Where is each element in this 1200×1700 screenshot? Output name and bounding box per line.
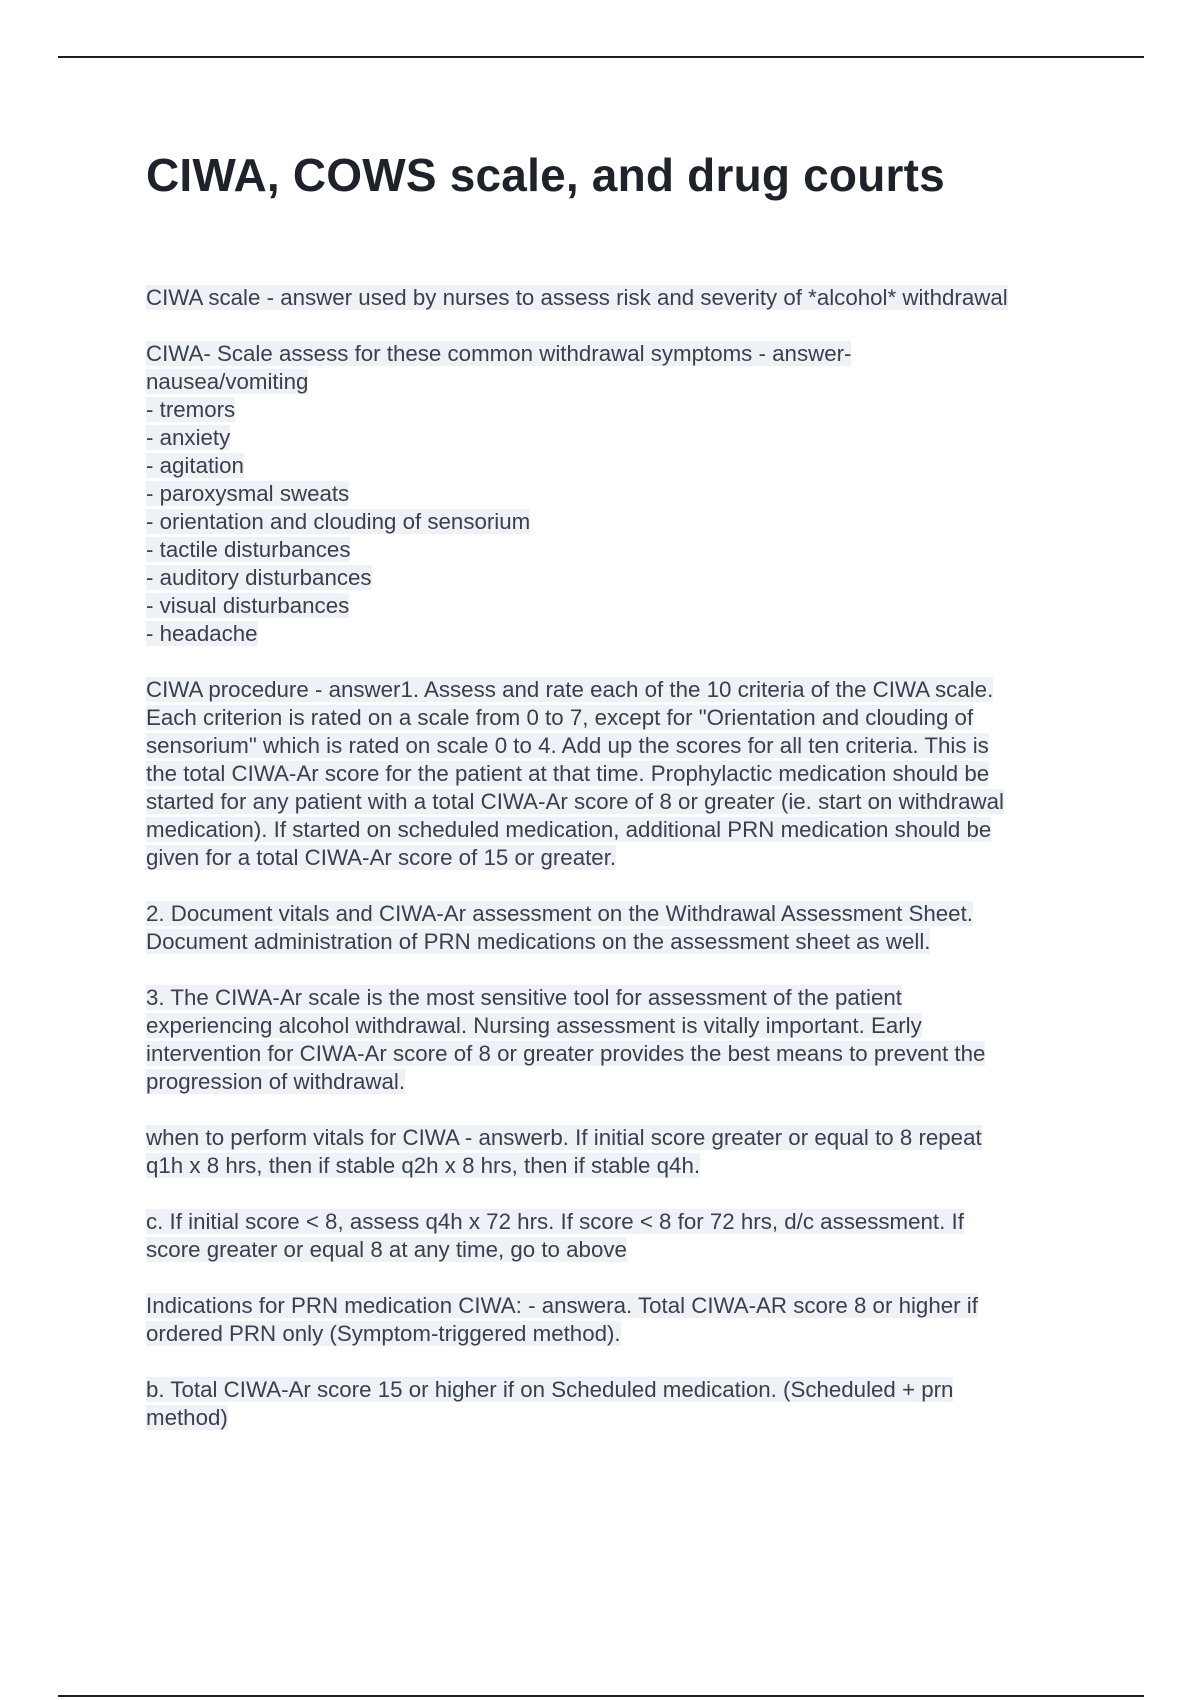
text-line: [146, 788, 1096, 816]
text-line: [146, 1152, 1096, 1180]
text-line-content: CIWA- Scale assess for these common withdrawal symptoms - answer-: [146, 341, 852, 366]
text-line: [146, 1040, 1096, 1068]
text-line-content: - headache: [146, 621, 258, 646]
text-line-content: progression of withdrawal.: [146, 1069, 406, 1094]
text-line: [146, 564, 1096, 592]
text-line: [146, 1376, 1096, 1404]
text-line-content: CIWA procedure - answer1. Assess and rate each of the 10 criteria of the CIWA scale.: [146, 677, 994, 702]
text-line: [146, 592, 1096, 620]
text-line-content: Document administration of PRN medications on the assessment sheet as well.: [146, 929, 931, 954]
text-line: [146, 1236, 1096, 1264]
text-line-content: - orientation and clouding of sensorium: [146, 509, 531, 534]
paragraph: [146, 340, 1096, 648]
text-line-content: Indications for PRN medication CIWA: - answera. Total CIWA-AR score 8 or higher if: [146, 1293, 978, 1318]
text-line-content: 2. Document vitals and CIWA-Ar assessment on the Withdrawal Assessment Sheet.: [146, 901, 973, 926]
text-line-content: - agitation: [146, 453, 244, 478]
text-line: [146, 1012, 1096, 1040]
text-line: [146, 928, 1096, 956]
text-line: [146, 900, 1096, 928]
bottom-rule: [58, 1695, 1144, 1697]
paragraph-list: [146, 284, 1096, 1432]
paragraph: [146, 1292, 1096, 1348]
paragraph: [146, 284, 1096, 312]
text-line: [146, 536, 1096, 564]
text-line: [146, 1124, 1096, 1152]
text-line-content: Each criterion is rated on a scale from 0 to 7, except for "Orientation and clouding of: [146, 705, 974, 730]
text-line-content: q1h x 8 hrs, then if stable q2h x 8 hrs, then if stable q4h.: [146, 1153, 701, 1178]
text-line-content: medication). If started on scheduled medication, additional PRN medication should be: [146, 817, 992, 842]
text-line: [146, 284, 1096, 312]
text-line: [146, 732, 1096, 760]
text-line: [146, 1068, 1096, 1096]
text-line-content: started for any patient with a total CIWA-Ar score of 8 or greater (ie. start on withdrawal: [146, 789, 1004, 814]
text-line: [146, 1320, 1096, 1348]
paragraph: [146, 1124, 1096, 1180]
text-line: [146, 452, 1096, 480]
text-line-content: CIWA scale - answer used by nurses to assess risk and severity of *alcohol* withdrawal: [146, 285, 1008, 310]
text-line: [146, 340, 1096, 368]
text-line: [146, 676, 1096, 704]
text-line-content: - tremors: [146, 397, 236, 422]
text-line: [146, 620, 1096, 648]
text-line-content: - anxiety: [146, 425, 231, 450]
text-line-content: intervention for CIWA-Ar score of 8 or greater provides the best means to prevent the: [146, 1041, 986, 1066]
page-title: CIWA, COWS scale, and drug courts: [146, 149, 945, 201]
text-line: [146, 1292, 1096, 1320]
text-line: [146, 1404, 1096, 1432]
text-line-content: - paroxysmal sweats: [146, 481, 350, 506]
text-line-content: method): [146, 1405, 228, 1430]
text-line: [146, 368, 1096, 396]
text-line: [146, 424, 1096, 452]
paragraph: [146, 1376, 1096, 1432]
text-line-content: 3. The CIWA-Ar scale is the most sensitive tool for assessment of the patient: [146, 985, 902, 1010]
text-line-content: ordered PRN only (Symptom-triggered method).: [146, 1321, 621, 1346]
text-line-content: - tactile disturbances: [146, 537, 351, 562]
text-line: [146, 760, 1096, 788]
paragraph: [146, 984, 1096, 1096]
text-line: [146, 844, 1096, 872]
text-line-content: sensorium" which is rated on scale 0 to 4. Add up the scores for all ten criteria. This is: [146, 733, 989, 758]
text-line-content: nausea/vomiting: [146, 369, 309, 394]
text-line-content: when to perform vitals for CIWA - answerb. If initial score greater or equal to 8 repeat: [146, 1125, 982, 1150]
text-line-content: given for a total CIWA-Ar score of 15 or greater.: [146, 845, 617, 870]
text-line: [146, 816, 1096, 844]
text-line: [146, 508, 1096, 536]
paragraph: [146, 900, 1096, 956]
text-line: [146, 396, 1096, 424]
paragraph: [146, 1208, 1096, 1264]
text-line-content: - auditory disturbances: [146, 565, 372, 590]
top-rule: [58, 56, 1144, 58]
text-line-content: score greater or equal 8 at any time, go to above: [146, 1237, 627, 1262]
text-line-content: c. If initial score < 8, assess q4h x 72 hrs. If score < 8 for 72 hrs, d/c assessment. If: [146, 1209, 964, 1234]
text-line: [146, 704, 1096, 732]
paragraph: [146, 676, 1096, 872]
text-line-content: experiencing alcohol withdrawal. Nursing assessment is vitally important. Early: [146, 1013, 922, 1038]
text-line: [146, 1208, 1096, 1236]
text-line-content: - visual disturbances: [146, 593, 350, 618]
text-line-content: the total CIWA-Ar score for the patient at that time. Prophylactic medication should be: [146, 761, 990, 786]
text-line-content: b. Total CIWA-Ar score 15 or higher if on Scheduled medication. (Scheduled + prn: [146, 1377, 954, 1402]
text-line: [146, 984, 1096, 1012]
text-line: [146, 480, 1096, 508]
document-body: [146, 140, 1096, 1460]
